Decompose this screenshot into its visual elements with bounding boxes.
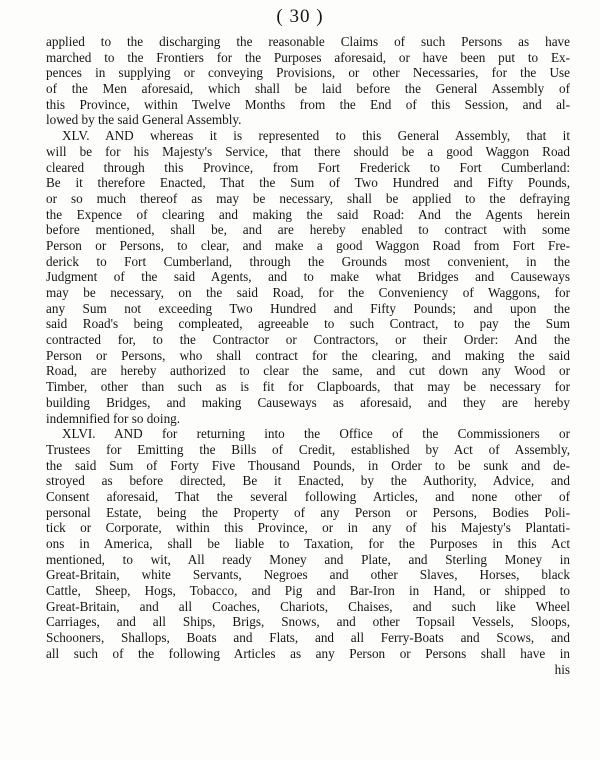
text-line: personal Estate, being the Property of any Person or Persons, Bodies Poli- (46, 504, 570, 520)
text-line: tick or Corporate, within this Province, or in any of his Majesty's Plantati- (46, 520, 570, 536)
text-line: contracted for, to the Contractor or Contractors, or their Order: And the (46, 332, 570, 348)
text-line: before mentioned, shall be, and are hereby enabled to contract with some (46, 222, 570, 238)
text-line: will be for his Majesty's Service, that there should be a good Waggon Road (46, 143, 570, 159)
text-line: any Sum not exceeding Two Hundred and Fifty Pounds; and upon the (46, 300, 570, 316)
text-line: Road, are hereby authorized to clear the same, and cut down any Wood or (46, 363, 570, 379)
body-text (46, 34, 570, 677)
text-line: or so much thereof as may be necessary, shall be applied to the defraying (46, 190, 570, 206)
text-line: lowed by the said General Assembly. (46, 112, 242, 128)
text-line: Timber, other than such as is fit for Clapboards, that may be necessary for (46, 379, 570, 395)
text-line: this Province, within Twelve Months from the End of this Session, and al- (46, 96, 570, 112)
text-line: Judgment of the said Agents, and to make what Bridges and Causeways (46, 269, 570, 285)
text-line: of the Men aforesaid, which shall be laid before the General Assembly of (46, 81, 570, 97)
section-heading-line: XLVI. AND for returning into the Office of the Commissioners or (62, 426, 570, 442)
text-line: building Bridges, and making Causeways as aforesaid, and they are hereby (46, 394, 570, 410)
section-heading-line: XLV. AND whereas it is represented to this General Assembly, that it (62, 128, 570, 144)
text-line: Great-Britain, and all Coaches, Chariots, Chaises, and such like Wheel (46, 598, 570, 614)
text-line: Trustees for Emitting the Bills of Credit, established by Act of Assembly, (46, 441, 570, 457)
text-line: pences in supplying or conveying Provisions, or other Necessaries, for the Use (46, 65, 570, 81)
text-line: Cattle, Sheep, Hogs, Tobacco, and Pig and Bar-Iron in Hand, or shipped to (46, 583, 570, 599)
text-line: the Expence of clearing and making the said Road: And the Agents herein (46, 206, 570, 222)
text-line: stroyed as before directed, Be it Enacted, by the Authority, Advice, and (46, 473, 570, 489)
page-number: ( 30 ) (276, 6, 324, 27)
text-line: Schooners, Shallops, Boats and Flats, and all Ferry-Boats and Scows, and (46, 630, 570, 646)
text-line: mentioned, to wit, All ready Money and Plate, and Sterling Money in (46, 551, 570, 567)
text-line: Carriages, and all Ships, Brigs, Snows, and other Topsail Vessels, Sloops, (46, 614, 570, 630)
text-line: Be it therefore Enacted, That the Sum of Two Hundred and Fifty Pounds, (46, 175, 570, 191)
text-line: ons in America, shall be liable to Taxation, for the Purposes in this Act (46, 536, 570, 551)
text-line: all such of the following Articles as any Person or Persons shall have in (46, 645, 570, 661)
text-line: may be necessary, on the said Road, for the Conveniency of Waggons, for (46, 285, 570, 300)
text-line: Consent aforesaid, That the several following Articles, and none other of (46, 488, 570, 504)
text-line: derick to Fort Cumberland, through the Grounds most convenient, in the (46, 253, 570, 269)
text-line: Person or Persons, to clear, and make a good Waggon Road from Fort Fre- (46, 237, 570, 253)
text-line: indemnified for so doing. (46, 410, 181, 426)
text-line: said Road's being compleated, agreeable to such Contract, to pay the Sum (46, 316, 570, 332)
text-line: Person or Persons, who shall contract for the clearing, and making the said (46, 347, 570, 363)
text-line: applied to the discharging the reasonable Claims of such Persons as have (46, 34, 570, 49)
text-line: marched to the Frontiers for the Purposes aforesaid, or have been put to Ex- (46, 49, 570, 65)
catchword: his (554, 661, 570, 677)
text-line: Great-Britain, white Servants, Negroes and other Slaves, Horses, black (46, 567, 570, 583)
text-line: cleared through this Province, from Fort Frederick to Fort Cumberland: (46, 159, 570, 175)
text-line: the said Sum of Forty Five Thousand Pounds, in Order to be sunk and de- (46, 457, 570, 473)
